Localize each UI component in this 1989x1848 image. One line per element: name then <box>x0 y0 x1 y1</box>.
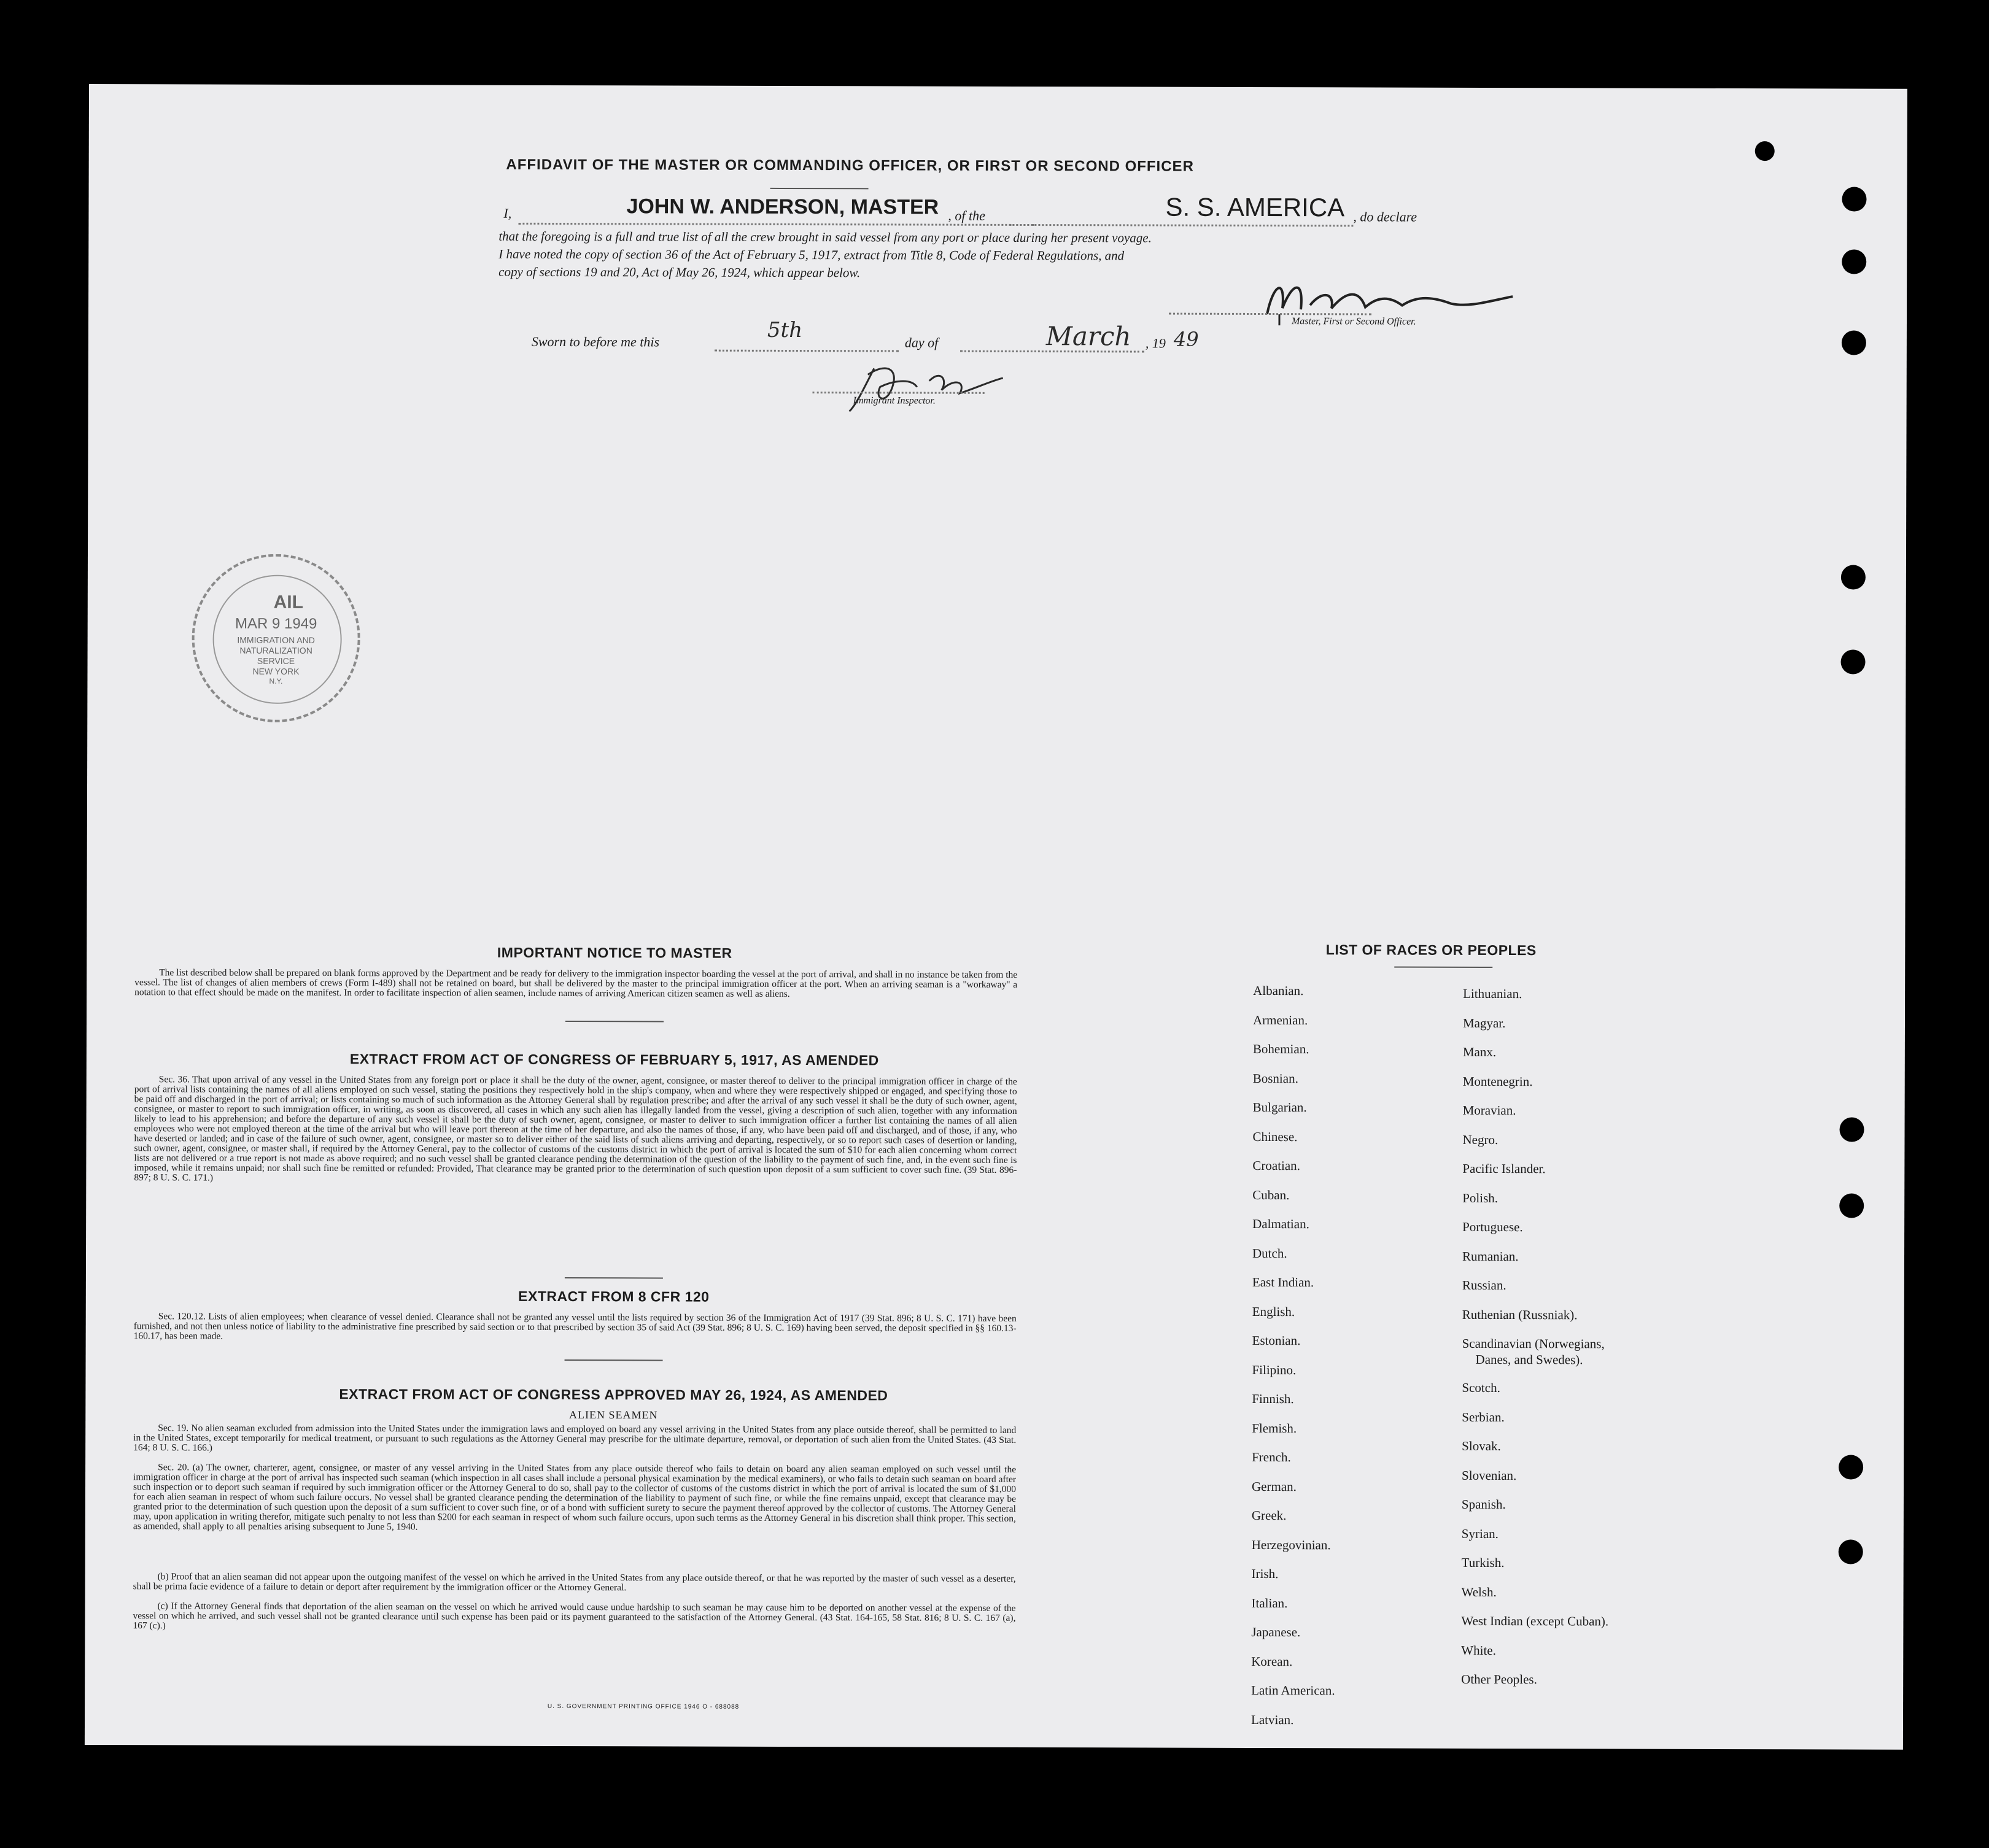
race-item: Other Peoples. <box>1461 1671 1537 1687</box>
races-divider <box>1394 967 1492 968</box>
race-item: Negro. <box>1462 1132 1499 1147</box>
binder-hole <box>1755 141 1775 161</box>
extract-1917-text: Sec. 36. That upon arrival of any vessel in the United States from any foreign port or place it shall be the duty of the owner, agent, consignee, or master thereof to deliver to the principal immigration officer in charge of the port of arrival lists containing the names of all aliens employed on such vessel, stating the positions they respectively hold in the ship's company, when and where they were respectively shipped or engaged, and specifying those to be paid off and discharged in the port of arrival; or lists containing so much of such information as the Attorney General shall by regulation prescribe; and after the arrival of any such vessel it shall be the duty of such owner, agent, consignee, or master to report to such immigration officer, in writing, as soon as discovered, all cases in which any such alien has illegally landed from the vessel, giving a description of such alien, together with any information likely to lead to his apprehension; and before the departure of any such vessel it shall be the duty of such owner, agent, consignee, or master to deliver to such immigration officer a further list containing the names of all alien employees who were not employed thereon at the time of the arrival but who will leave port thereon at the time of her departure, and also the names of those, if any, who have been paid off and discharged, and of those, if any, who have deserted or landed; and in case of the failure of such owner, agent, consignee, or master so to deliver either of the said lists of such aliens arriving and departing, respectively, or so to report such cases of desertion or landing, such owner, agent, consignee, or master shall, if required by the Attorney General, pay to the collector of customs of the customs district in which the port of arrival is located the sum of $10 for each alien concerning whom correct lists are not delivered or a true report is not made as above required; and no such vessel shall be granted clearance pending the determination of the question of the liability to the payment of such fine, and, in the event such fine is imposed, while it remains unpaid; nor shall such fine be remitted or refunded: Provided, That clearance may be granted prior to the determination of such question upon deposit of a sum sufficient to cover such fine. (39 Stat. 896-897; 8 U. S. C. 171.) <box>134 1074 1017 1183</box>
race-item: Turkish. <box>1461 1555 1505 1571</box>
extract-1924-sec20b: (b) Proof that an alien seaman did not appear upon the outgoing manifest of the vessel on which he arrived in the United States from any place outside thereof, or that he was reported by the master of such vessel as a deserter, shall be prima facie evidence of a failure to detain or deport after requirement by the immigration officer or the Attorney General. <box>133 1571 1016 1593</box>
extract-1924-sec19: Sec. 19. No alien seaman excluded from admission into the United States under the immigration laws and employed on board any vessel arriving in the United States from any place outside thereof, shall be permitted to land in the United States, except temporarily for medical treatment, or pursuant to such regulations as the Attorney General may prescribe for the ultimate departure, removal, or deportation of such alien from the United States. (43 Stat. 164; 8 U. S. C. 166.) <box>133 1423 1017 1453</box>
race-item: Spanish. <box>1461 1496 1506 1512</box>
race-item: Portuguese. <box>1462 1219 1523 1235</box>
race-item: East Indian. <box>1252 1274 1314 1290</box>
race-item: Japanese. <box>1251 1624 1301 1640</box>
stamp-line: NEW YORK <box>252 666 300 676</box>
extract-1924-sec20a: Sec. 20. (a) The owner, charterer, agent, consignee, or master of any vessel arriving in the United States from any place outside thereof who fails to detain on board any alien seaman employed on such vessel until the immigration officer in charge at the port of arrival has inspected such seaman (which inspection in all cases shall include a personal physical examination by the medical examiners), or who fails to detain such seaman on board after such inspection or to deport such seaman if required by such immigration officer or the Attorney General to do so, shall pay to the collector of customs of the customs district in which the port of arrival is located the sum of $1,000 for each alien seaman in respect of whom such failure occurs. No vessel shall be granted clearance pending the determination of the liability to payment of such fine, or while the fine remains unpaid, except that clearance may be granted prior to the determination of such question upon the deposit of a sum sufficient to cover such fine, or of a bond with sufficient surety to secure the payment thereof approved by the collector of customs. The Attorney General may, upon application in writing therefor, mitigate such penalty to not less than $200 for each seaman in respect of whom such failure occurs, upon such terms as the Attorney General in his discretion shall think proper. This section, as amended, shall apply to all penalties arising subsequent to June 5, 1940. <box>133 1462 1017 1533</box>
affidavit-title: AFFIDAVIT OF THE MASTER OR COMMANDING OFFICER, OR FIRST OR SECOND OFFICER <box>506 156 1194 175</box>
extract-cfr-title: EXTRACT FROM 8 CFR 120 <box>518 1288 710 1305</box>
binder-hole <box>1840 649 1865 674</box>
race-item: Korean. <box>1251 1653 1293 1669</box>
inspector-signature <box>837 356 1022 418</box>
extract-cfr-divider <box>565 1359 663 1361</box>
race-item: Slovak. <box>1462 1438 1501 1454</box>
notice-text: The list described below shall be prepared on blank forms approved by the Department and be ready for delivery to the immigration inspector boarding the vessel at the port of arrival, and shall in no instance be taken from the vessel. The list of changes of alien members of crews (Form I-489) shall not be retained on board, but shall be delivered by the master to the principal immigration officer at the port. When an arriving seaman is a "workaway" a notation to that effect should be made on the manifest. In order to facilitate inspection of alien seamen, include names of arriving American citizen seamen as well as aliens. <box>134 967 1018 999</box>
race-item: Italian. <box>1251 1595 1288 1610</box>
notice-title: IMPORTANT NOTICE TO MASTER <box>497 944 732 961</box>
race-item: Syrian. <box>1461 1526 1499 1541</box>
race-item: Bosnian. <box>1252 1070 1298 1086</box>
race-item: Russian. <box>1462 1277 1506 1293</box>
race-item: Montenegrin. <box>1462 1073 1533 1089</box>
race-item: Bohemian. <box>1252 1041 1309 1057</box>
sworn-day: 5th <box>767 317 803 343</box>
binder-hole <box>1839 1193 1864 1218</box>
master-name: JOHN W. ANDERSON, MASTER <box>626 195 939 219</box>
race-item: West Indian (except Cuban). <box>1461 1613 1609 1629</box>
stamp-line: N.Y. <box>269 676 283 686</box>
extract-1917-title: EXTRACT FROM ACT OF CONGRESS OF FEBRUARY 5, 1917, AS AMENDED <box>349 1051 879 1069</box>
races-title: LIST OF RACES OR PEOPLES <box>1325 941 1537 959</box>
race-item: Slovenian. <box>1462 1467 1517 1483</box>
binder-hole <box>1842 330 1866 355</box>
binder-hole <box>1841 565 1866 589</box>
inspector-caption: Immigrant Inspector. <box>853 395 936 406</box>
race-item: Irish. <box>1251 1566 1279 1582</box>
race-item: Rumanian. <box>1462 1248 1519 1264</box>
declaration-line-1: that the foregoing is a full and true list of all the crew brought in said vessel from any port or place during her present voyage. <box>498 228 1152 245</box>
extract-1917-divider <box>565 1277 663 1278</box>
races-right-column <box>1461 986 1721 1702</box>
do-declare-label: , do declare <box>1353 209 1417 225</box>
notice-divider <box>565 1021 664 1022</box>
manifest-page <box>85 84 1907 1750</box>
races-left-column <box>1251 983 1449 1742</box>
race-item: Pacific Islander. <box>1462 1161 1546 1177</box>
race-item: Magyar. <box>1462 1015 1506 1030</box>
sworn-month: March <box>1045 321 1131 352</box>
master-signature-caption: Master, First or Second Officer. <box>1291 316 1416 327</box>
stamp-line: NATURALIZATION <box>239 645 312 655</box>
binder-hole <box>1842 249 1866 274</box>
day-of-label: day of <box>904 334 939 350</box>
race-item: Bulgarian. <box>1252 1099 1307 1115</box>
race-item: Scandinavian (Norwegians, <box>1462 1336 1605 1351</box>
race-item: Finnish. <box>1252 1391 1294 1407</box>
binder-hole <box>1839 1539 1863 1564</box>
stamp-line: SERVICE <box>257 655 295 666</box>
race-item: Filipino. <box>1252 1362 1297 1377</box>
race-item: Serbian. <box>1462 1409 1505 1425</box>
sworn-day-line <box>715 350 899 352</box>
binder-hole <box>1839 1117 1864 1142</box>
stamp-date: MAR 9 1949 <box>235 615 317 632</box>
race-item: Cuban. <box>1252 1187 1290 1202</box>
race-item: Dutch. <box>1252 1245 1287 1261</box>
printer-line: U. S. GOVERNMENT PRINTING OFFICE 1946 O - 688088 <box>547 1703 740 1711</box>
declaration-line-2: I have noted the copy of section 36 of the Act of February 5, 1917, extract from Title 8, Code of Federal Regulations, and <box>498 246 1125 263</box>
race-item: Lithuanian. <box>1463 986 1522 1002</box>
vessel-name: S. S. AMERICA <box>1165 192 1345 222</box>
extract-1924-subtitle: ALIEN SEAMEN <box>569 1409 658 1421</box>
race-item: Scotch. <box>1462 1380 1500 1396</box>
race-item: Dalmatian. <box>1252 1216 1309 1232</box>
master-signature-line <box>1169 313 1371 315</box>
received-stamp <box>192 554 360 722</box>
year-prefix: , 19 <box>1145 335 1166 351</box>
race-item: Greek. <box>1251 1507 1287 1523</box>
race-item: Herzegovinian. <box>1251 1537 1331 1552</box>
of-the-label: , of the <box>948 207 985 223</box>
vessel-name-line <box>1009 224 1353 226</box>
stamp-line: AIL <box>273 592 303 613</box>
i-label: I, <box>503 205 512 221</box>
sworn-month-line <box>960 350 1144 353</box>
race-item: Polish. <box>1462 1190 1499 1205</box>
extract-1924-sec20c: (c) If the Attorney General finds that deportation of the alien seaman on the vessel on which he arrived would cause undue hardship to such seaman he may cause him to be deported on another vessel at the expense of the vessel on which he arrived, and such vessel shall not be granted clearance until such expense has been paid or its payment guaranteed to the satisfaction of the Attorney General. (43 Stat. 164-165, 58 Stat. 816; 8 U. S. C. 167 (a), 167 (c).) <box>133 1601 1016 1631</box>
race-item: Croatian. <box>1252 1158 1300 1173</box>
race-item: Flemish. <box>1252 1420 1297 1436</box>
race-item: Albanian. <box>1253 983 1304 999</box>
race-item: French. <box>1252 1449 1291 1465</box>
binder-hole <box>1839 1455 1863 1479</box>
sworn-year-suffix: 49 <box>1173 327 1199 351</box>
race-item: Manx. <box>1462 1044 1497 1060</box>
race-item: Estonian. <box>1252 1332 1301 1348</box>
race-item: Moravian. <box>1462 1102 1516 1118</box>
extract-1924-title: EXTRACT FROM ACT OF CONGRESS APPROVED MAY 26, 1924, AS AMENDED <box>339 1386 888 1404</box>
race-item: Danes, and Swedes). <box>1475 1351 1583 1367</box>
race-item: German. <box>1251 1479 1297 1494</box>
race-item: Armenian. <box>1252 1012 1308 1027</box>
race-item: Latvian. <box>1250 1712 1294 1727</box>
race-item: White. <box>1461 1642 1496 1658</box>
declaration-line-3: copy of sections 19 and 20, Act of May 26, 1924, which appear below. <box>498 264 861 280</box>
binder-hole <box>1842 187 1866 211</box>
race-item: Latin American. <box>1251 1682 1335 1698</box>
sworn-label: Sworn to before me this <box>531 333 660 350</box>
extract-cfr-text: Sec. 120.12. Lists of alien employees; when clearance of vessel denied. Clearance shall not be granted any vessel until the lists required by section 36 of the Immigration Act of 1917 (39 Stat. 896; 8 U. S. C. 171) have been furnished, and not then unless notice of liability to the administrative fine prescribed by said section or to that prescribed by section 35 of said Act (39 Stat. 896; 8 U. S. C. 169) having been served, the deposit specified in §§ 160.13-160.17, has been made. <box>133 1311 1017 1342</box>
stamp-line: IMMIGRATION AND <box>237 635 315 645</box>
race-item: Welsh. <box>1461 1584 1497 1599</box>
title-underline <box>770 188 869 189</box>
race-item: Chinese. <box>1252 1129 1298 1144</box>
race-item: Ruthenian (Russniak). <box>1462 1307 1578 1322</box>
race-item: English. <box>1252 1304 1295 1319</box>
